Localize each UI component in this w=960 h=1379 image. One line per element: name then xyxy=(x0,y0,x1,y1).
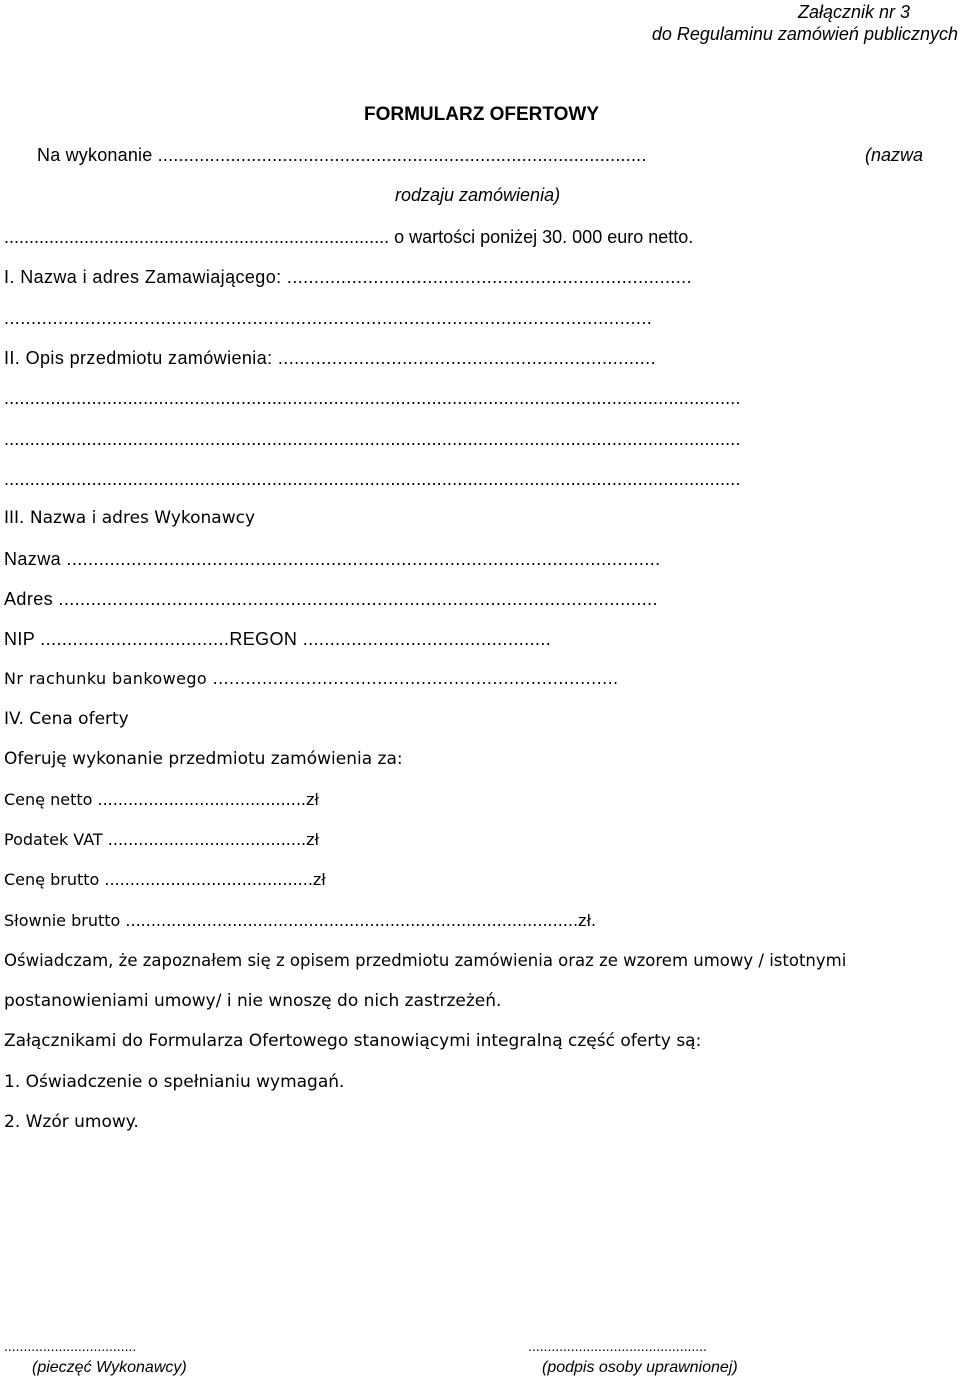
field-adres: Adres ............................................................................................................... xyxy=(4,589,658,609)
attachments-heading: Załącznikami do Formularza Ofertowego stanowiącymi integralną część oferty są: xyxy=(4,1031,702,1051)
signature-left-label: (pieczęć Wykonawcy) xyxy=(32,1359,187,1376)
section-3-label: III. Nazwa i adres Wykonawcy xyxy=(4,508,256,528)
section-1-continuation: ........................................................................................................................ xyxy=(4,308,653,328)
signature-left-dots: .................................. xyxy=(4,1338,137,1354)
field-price-net: Cenę netto .........................................zł xyxy=(4,790,319,809)
field-bank-account: Nr rachunku bankowego .......................................................................... xyxy=(4,669,619,688)
header-attachment-number: Załącznik nr 3 xyxy=(797,2,910,22)
attachment-item-2: 2. Wzór umowy. xyxy=(4,1112,139,1132)
declaration-line-2: postanowieniami umowy/ i nie wnoszę do nich zastrzeżeń. xyxy=(4,991,502,1011)
intro-line-3: ............................................................................. o wartości poniżej 30. 000 euro netto. xyxy=(4,227,694,247)
header-regulation-ref: do Regulaminu zamówień publicznych xyxy=(651,24,958,44)
page-title: FORMULARZ OFERTOWY xyxy=(364,104,600,125)
field-nip-regon: NIP ...................................REGON .............................................. xyxy=(4,629,552,649)
intro-italic-1: (nazwa xyxy=(865,145,924,165)
section-2-continuation-1: ............................................................................................................................................... xyxy=(4,388,741,408)
signature-right-dots: .............................................. xyxy=(528,1338,707,1354)
intro-italic-2: rodzaju zamówienia) xyxy=(395,185,561,205)
section-2-label: II. Opis przedmiotu zamówienia: ...................................................................... xyxy=(4,348,656,368)
offer-statement: Oferuję wykonanie przedmiotu zamówienia za: xyxy=(4,749,403,769)
attachment-item-1: 1. Oświadczenie o spełnianiu wymagań. xyxy=(4,1072,345,1092)
section-2-continuation-3: ............................................................................................................................................... xyxy=(4,469,741,489)
section-2-continuation-2: ............................................................................................................................................... xyxy=(4,429,741,449)
signature-right-label: (podpis osoby uprawnionej) xyxy=(542,1359,738,1376)
field-price-gross: Cenę brutto .........................................zł xyxy=(4,870,326,889)
field-nazwa: Nazwa .............................................................................................................. xyxy=(4,549,661,569)
field-gross-in-words: Słownie brutto .........................................................................................zł. xyxy=(4,911,597,930)
declaration-line-1: Oświadczam, że zapoznałem się z opisem przedmiotu zamówienia oraz ze wzorem umowy / istotnymi xyxy=(4,951,847,970)
section-1-label: I. Nazwa i adres Zamawiającego: ........................................................................... xyxy=(4,267,692,287)
intro-line-1: Na wykonanie .............................................................................................. xyxy=(37,145,647,165)
field-vat: Podatek VAT .......................................zł xyxy=(4,830,320,849)
section-4-label: IV. Cena oferty xyxy=(4,709,129,729)
